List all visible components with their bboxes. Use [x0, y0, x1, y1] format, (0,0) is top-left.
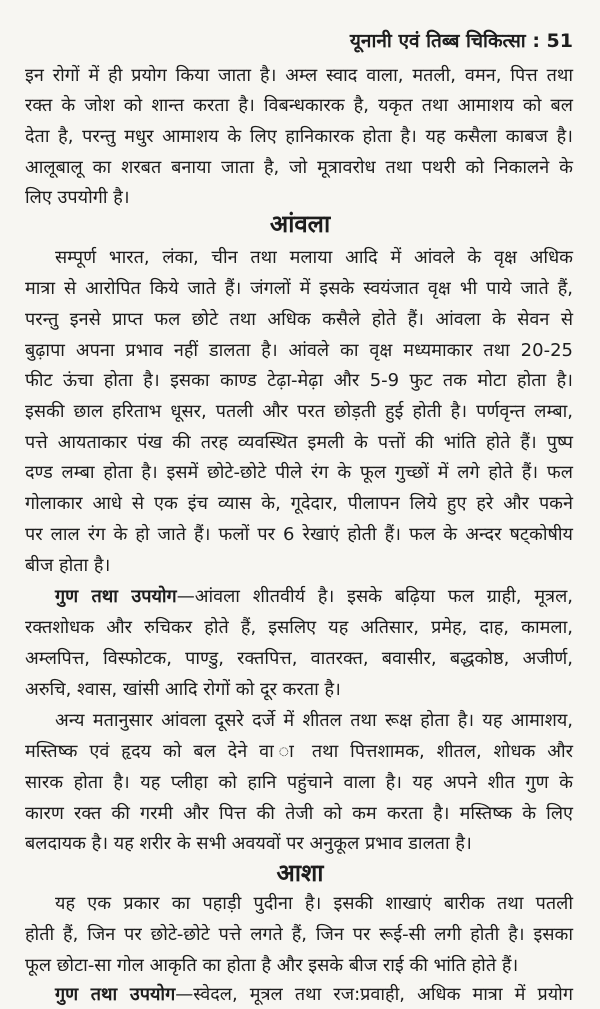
text-line: गोलाकार आधे से एक इंच व्यास के, गूदेदार, पीलापन लिये हुए हरे और पकने — [25, 493, 573, 514]
text-line: दण्ड लम्बा होता है। इसमें छोटे-छोटे पीले रंग के फूल गुच्छों में लगे होते हैं। फल — [25, 462, 573, 483]
running-header: यूनानी एवं तिब्ब चिकित्सा : 51 — [349, 30, 573, 52]
text-line: बलदायक है। यह शरीर के सभी अवयवों पर अनुकूल प्रभाव डालता है। — [25, 833, 472, 854]
text-line: अन्य मतानुसार आंवला दूसरे दर्जे में शीतल तथा रूक्ष होता है। यह आमाशय, — [55, 710, 573, 731]
text-line: सारक होता है। यह प्लीहा को हानि पहुंचाने वाला है। यह अपने शीत गुण के — [25, 772, 573, 793]
text-line: परन्तु इनसे प्राप्त फल छोटे तथा अधिक कसैले होते हैं। आंवला के सेवन से — [25, 309, 573, 330]
text-line: फूल छोटा-सा गोल आकृति का होता है और इसके बीज राई की भांति होते हैं। — [25, 955, 519, 976]
text-line: होती हैं, जिन पर छोटे-छोटे पत्ते लगते हैं, जिन पर रूई-सी लगी होती है। इसका — [25, 924, 573, 945]
text-line: लिए उपयोगी है। — [25, 187, 130, 208]
text-line: फीट ऊंचा होता है। इसका काण्ड टेढ़ा-मेढ़ा और 5-9 फुट तक मोटा होता है। — [25, 370, 573, 391]
text-line: देता है, परन्तु मधुर आमाशय के लिए हानिकारक होता है। यह कसैला काबज है। — [25, 126, 573, 147]
usage-label: गुण तथा उपयोग — [55, 984, 176, 1005]
text-line: मस्तिष्क एवं हृदय को बल देने वा ा तथा पित्तशामक, शीतल, शोधक और — [25, 741, 573, 762]
text-line: आलूबालू का शरबत बनाया जाता है, जो मूत्रावरोध तथा पथरी को निकालने के — [25, 157, 573, 178]
text-line: अरुचि, श्वास, खांसी आदि रोगों को दूर करता है। — [25, 679, 341, 700]
text-line: पत्ते आयताकार पंख की तरह व्यवस्थित इमली के पत्तों की भांति होते हैं। पुष्प — [25, 432, 573, 453]
text-line: कारण रक्त की गरमी और पित्त की तेजी को कम करता है। मस्तिष्क के लिए — [25, 803, 573, 824]
text-line: बुढ़ापा अपना प्रभाव नहीं डालता है। आंवले का वृक्ष मध्यमाकार तथा 20-25 — [25, 340, 573, 361]
text-line: पर लाल रंग के हो जाते हैं। फलों पर 6 रेखाएं होती हैं। फल के अन्दर षट्कोषीय — [25, 524, 573, 545]
usage-label: गुण तथा उपयोग — [55, 586, 177, 607]
text-line: सम्पूर्ण भारत, लंका, चीन तथा मलाया आदि में आंवले के वृक्ष अधिक — [55, 247, 573, 268]
usage-text: —आंवला शीतवीर्य है। इसके बढ़िया फल ग्राही, मूत्रल, — [176, 586, 573, 607]
text-line: अम्लपित्त, विस्फोटक, पाण्डु, रक्तपित्त, वातरक्त, बवासीर, बद्धकोष्ठ, अजीर्ण, — [25, 648, 573, 669]
section-heading-amla: आंवला — [269, 210, 331, 238]
text-line: यह एक प्रकार का पहाड़ी पुदीना है। इसकी शाखाएं बारीक तथा पतली — [55, 893, 573, 914]
section-heading-asha: आशा — [276, 859, 324, 887]
text-line: इसकी छाल हरिताभ धूसर, पतली और परत छोड़ती हुई होती है। पर्णवृन्त लम्बा, — [25, 401, 573, 422]
usage-text: —स्वेदल, मूत्रल तथा रज:प्रवाही, अधिक मात्रा में प्रयोग — [175, 984, 573, 1005]
text-line: रक्त के जोश को शान्त करता है। विबन्धकारक है, यकृत तथा आमाशय को बल — [25, 95, 573, 116]
text-line: बीज होता है। — [25, 555, 111, 576]
text-line — [55, 981, 573, 1009]
text-line: रक्तशोधक और रुचिकर होते हैं, इसलिए यह अतिसार, प्रमेह, दाह, कामला, — [25, 617, 573, 638]
text-line: मात्रा से आरोपित किये जाते हैं। जंगलों में इसके स्वयंजात वृक्ष भी पाये जाते हैं, — [25, 278, 573, 299]
text-line: इन रोगों में ही प्रयोग किया जाता है। अम्ल स्वाद वाला, मतली, वमन, पित्त तथा — [25, 65, 573, 86]
text-line — [55, 583, 573, 611]
